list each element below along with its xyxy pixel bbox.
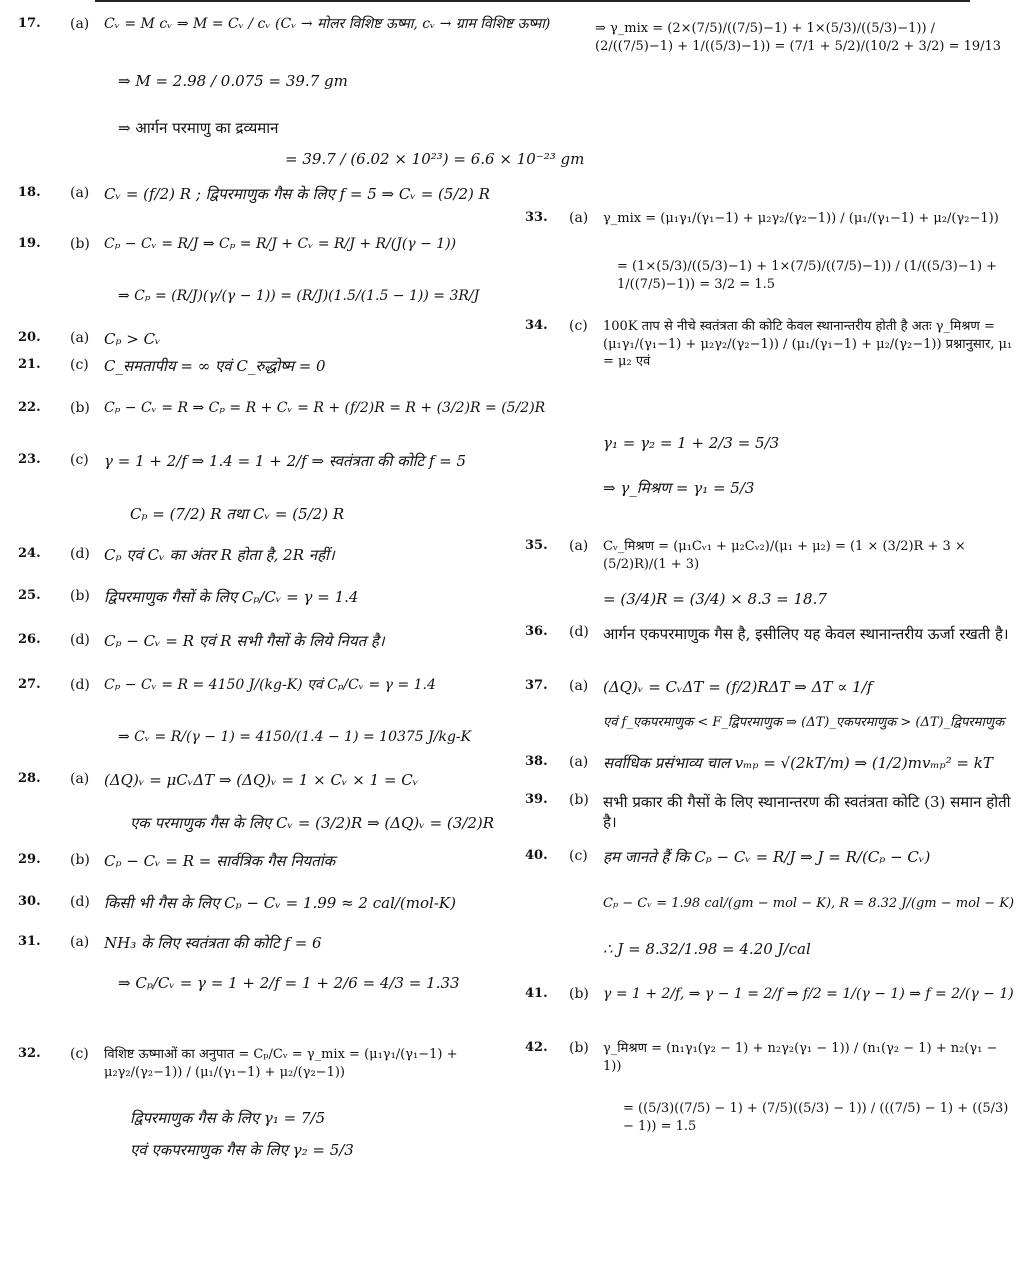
question-number: 37. <box>525 678 548 693</box>
answer-option: (a) <box>70 934 90 950</box>
question-number: 31. <box>18 934 41 949</box>
answer-option: (b) <box>70 400 90 416</box>
question-number: 32. <box>18 1046 41 1061</box>
answer-line: ⇒ आर्गन परमाणु का द्रव्यमान <box>118 119 279 137</box>
answer-line: ⇒ M = 2.98 / 0.075 = 39.7 gm <box>118 72 348 90</box>
answer-line: = (3/4)R = (3/4) × 8.3 = 18.7 <box>603 590 827 608</box>
answer-line: = 39.7 / (6.02 × 10²³) = 6.6 × 10⁻²³ gm <box>285 150 585 168</box>
answer-option: (c) <box>569 318 588 334</box>
answer-option: (a) <box>569 678 589 694</box>
answer-option: (c) <box>70 1046 89 1062</box>
answer-line: Cᵥ_मिश्रण = (μ₁Cᵥ₁ + μ₂Cᵥ₂)/(μ₁ + μ₂) = (1 × (3/2)R + 3 × (5/2)R)/(1 + 3) <box>603 539 966 572</box>
question-number: 29. <box>18 852 41 867</box>
answer-option: (a) <box>70 771 90 787</box>
answer-option: (a) <box>569 754 589 770</box>
answer-line: सर्वाधिक प्रसंभाव्य चाल vₘₚ = √(2kT/m) ⇒ (1/2)mvₘₚ² = kT <box>603 754 993 772</box>
question-number: 40. <box>525 848 548 863</box>
answer-line: γ_mix = (μ₁γ₁/(γ₁−1) + μ₂γ₂/(γ₂−1)) / (μ₁/(γ₁−1) + μ₂/(γ₂−1)) <box>603 211 999 226</box>
answer-option: (b) <box>569 1040 589 1056</box>
answer-line: γ = 1 + 2/f ⇒ 1.4 = 1 + 2/f ⇒ स्वतंत्रता की कोटि f = 5 <box>104 452 467 470</box>
answer-line: Cₚ − Cᵥ = R एवं R सभी गैसों के लिये नियत है। <box>104 632 385 650</box>
answer-option: (b) <box>569 986 589 1002</box>
answer-line: द्विपरमाणुक गैसों के लिए Cₚ/Cᵥ = γ = 1.4 <box>104 588 359 606</box>
answer-option: (a) <box>569 210 589 226</box>
question-number: 42. <box>525 1040 548 1055</box>
answer-line: एक परमाणुक गैस के लिए Cᵥ = (3/2)R ⇒ (ΔQ)ᵥ = (3/2)R <box>130 814 495 832</box>
answer-option: (c) <box>569 848 588 864</box>
answer-line: ⇒ γ_मिश्रण = γ₁ = 5/3 <box>603 479 755 497</box>
answer-option: (a) <box>70 330 90 346</box>
answer-line: γ₁ = γ₂ = 1 + 2/3 = 5/3 <box>603 434 780 452</box>
answer-line: Cᵥ = (f/2) R ; द्विपरमाणुक गैस के लिए f = 5 ⇒ Cᵥ = (5/2) R <box>104 185 490 203</box>
question-number: 27. <box>18 677 41 692</box>
answer-line: ⇒ Cᵥ = R/(γ − 1) = 4150/(1.4 − 1) = 10375 J/kg-K <box>118 729 472 745</box>
question-number: 22. <box>18 400 41 415</box>
question-number: 17. <box>18 16 41 31</box>
answer-option: (c) <box>70 357 89 373</box>
question-number: 39. <box>525 792 548 807</box>
answer-line: γ = 1 + 2/f, ⇒ γ − 1 = 2/f ⇒ f/2 = 1/(γ − 1) ⇒ f = 2/(γ − 1) <box>603 986 1014 1002</box>
answer-line: = (1×(5/3)/((5/3)−1) + 1×(7/5)/((7/5)−1)) / (1/((5/3)−1) + 1/((7/5)−1)) = 3/2 = 1.5 <box>617 259 998 292</box>
answer-line: NH₃ के लिए स्वतंत्रता की कोटि f = 6 <box>104 934 322 952</box>
answer-line: Cₚ > Cᵥ <box>104 330 161 348</box>
answer-line: ∴ J = 8.32/1.98 = 4.20 J/cal <box>603 940 811 958</box>
question-number: 21. <box>18 357 41 372</box>
question-number: 20. <box>18 330 41 345</box>
answer-line: किसी भी गैस के लिए Cₚ − Cᵥ = 1.99 ≈ 2 cal/(mol-K) <box>104 894 456 912</box>
answer-line: Cₚ − Cᵥ = R = सार्वत्रिक गैस नियतांक <box>104 852 336 870</box>
answer-option: (b) <box>569 792 589 808</box>
question-number: 24. <box>18 546 41 561</box>
question-number: 34. <box>525 318 548 333</box>
question-number: 19. <box>18 236 41 251</box>
answer-line: Cₚ − Cᵥ = R/J ⇒ Cₚ = R/J + Cᵥ = R/J + R/(J(γ − 1)) <box>104 236 457 252</box>
answer-line: C_समतापीय = ∞ एवं C_रुद्धोष्म = 0 <box>104 357 326 375</box>
answer-line: (ΔQ)ᵥ = μCᵥΔT ⇒ (ΔQ)ᵥ = 1 × Cᵥ × 1 = Cᵥ <box>104 771 419 789</box>
answer-option: (d) <box>70 632 90 648</box>
answer-option: (b) <box>70 236 90 252</box>
right-column <box>525 0 1024 1280</box>
answer-line: ⇒ Cₚ = (R/J)(γ/(γ − 1)) = (R/J)(1.5/(1.5 − 1)) = 3R/J <box>118 288 480 304</box>
question-number: 23. <box>18 452 41 467</box>
answer-line: = ((5/3)((7/5) − 1) + (7/5)((5/3) − 1)) / (((7/5) − 1) + ((5/3) − 1)) = 1.5 <box>623 1101 1009 1134</box>
question-number: 35. <box>525 538 548 553</box>
answer-line: आर्गन एकपरमाणुक गैस है, इसीलिए यह केवल स्थानान्तरीय ऊर्जा रखती है। <box>603 625 1009 643</box>
answer-option: (d) <box>70 894 90 910</box>
question-number: 30. <box>18 894 41 909</box>
answer-line: Cₚ − Cᵥ = R = 4150 J/(kg-K) एवं Cₚ/Cᵥ = γ = 1.4 <box>104 677 436 693</box>
answer-line: Cₚ − Cᵥ = R ⇒ Cₚ = R + Cᵥ = R + (f/2)R = R + (3/2)R = (5/2)R <box>104 400 546 416</box>
answer-line: एवं f_एकपरमाणुक < F_द्विपरमाणुक ⇒ (ΔT)_एकपरमाणुक > (ΔT)_द्विपरमाणुक <box>603 715 1005 730</box>
question-number: 33. <box>525 210 548 225</box>
answer-line: Cₚ = (7/2) R तथा Cᵥ = (5/2) R <box>130 505 345 523</box>
answer-line: ⇒ Cₚ/Cᵥ = γ = 1 + 2/f = 1 + 2/6 = 4/3 = 1.33 <box>118 974 460 992</box>
question-number: 28. <box>18 771 41 786</box>
answer-line: γ_मिश्रण = (n₁γ₁(γ₂ − 1) + n₂γ₂(γ₁ − 1)) / (n₁(γ₂ − 1) + n₂(γ₁ − 1)) <box>603 1041 998 1074</box>
answer-line: ⇒ γ_mix = (2×(7/5)/((7/5)−1) + 1×(5/3)/((5/3)−1)) / (2/((7/5)−1) + 1/((5/3)−1)) = (7/1 + 5/2)/(10/2 + 3/2) = 19/13 <box>595 21 1002 54</box>
question-number: 41. <box>525 986 548 1001</box>
answer-line: Cₚ एवं Cᵥ का अंतर R होता है, 2R नहीं। <box>104 546 335 564</box>
answer-line: Cᵥ = M cᵥ ⇒ M = Cᵥ / cᵥ (Cᵥ → मोलर विशिष्ट ऊष्मा, cᵥ → ग्राम विशिष्ट ऊष्मा) <box>104 16 551 32</box>
answer-line: (ΔQ)ᵥ = CᵥΔT = (f/2)RΔT ⇒ ΔT ∝ 1/f <box>603 678 873 696</box>
answer-line: हम जानते हैं कि Cₚ − Cᵥ = R/J ⇒ J = R/(Cₚ − Cᵥ) <box>603 848 931 866</box>
answer-option: (c) <box>70 452 89 468</box>
answer-option: (b) <box>70 588 90 604</box>
answer-option: (b) <box>70 852 90 868</box>
answer-option: (d) <box>569 624 589 640</box>
answer-option: (d) <box>70 546 90 562</box>
question-number: 26. <box>18 632 41 647</box>
question-number: 36. <box>525 624 548 639</box>
answer-option: (a) <box>70 16 90 32</box>
answer-line: Cₚ − Cᵥ = 1.98 cal/(gm − mol − K), R = 8.32 J/(gm − mol − K) <box>603 896 1015 911</box>
answer-line: द्विपरमाणुक गैस के लिए γ₁ = 7/5 <box>130 1109 326 1127</box>
answer-line: एवं एकपरमाणुक गैस के लिए γ₂ = 5/3 <box>130 1141 354 1159</box>
answer-option: (a) <box>569 538 589 554</box>
question-number: 38. <box>525 754 548 769</box>
question-number: 18. <box>18 185 41 200</box>
answer-option: (d) <box>70 677 90 693</box>
answer-line: विशिष्ट ऊष्माओं का अनुपात = Cₚ/Cᵥ = γ_mix = (μ₁γ₁/(γ₁−1) + μ₂γ₂/(γ₂−1)) / (μ₁/(γ₁−1) + μ₂/(γ₂−1)) <box>104 1047 458 1080</box>
answer-line: सभी प्रकार की गैसों के लिए स्थानान्तरण की स्वतंत्रता कोटि (3) समान होती है। <box>603 793 1011 832</box>
answer-line: 100K ताप से नीचे स्वतंत्रता की कोटि केवल स्थानान्तरीय होती है अतः γ_मिश्रण = (μ₁γ₁/(γ₁−1) + μ₂γ₂/(γ₂−1)) / (μ₁/(γ₁−1) + μ₂/(γ₂−1)) प्रश्नानुसार, μ₁ = μ₂ एवं <box>603 319 1013 370</box>
question-number: 25. <box>18 588 41 603</box>
answer-option: (a) <box>70 185 90 201</box>
